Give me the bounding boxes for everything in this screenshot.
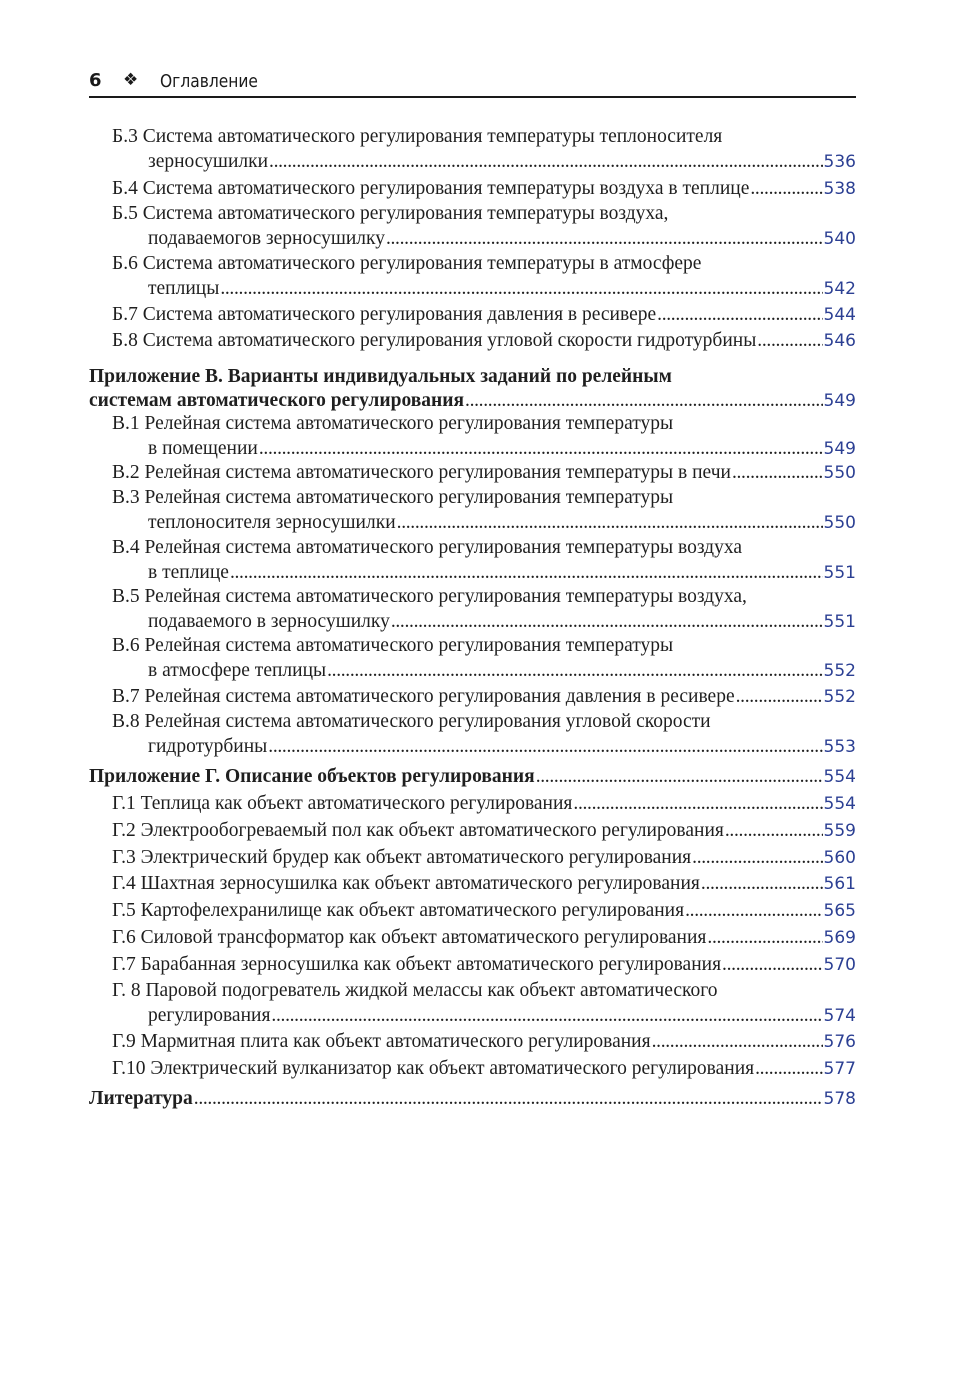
dot-leader — [194, 1086, 823, 1111]
dot-leader — [692, 845, 822, 870]
toc-entry-title: регулирования — [148, 1005, 271, 1026]
toc-entry-title: Г.10 Электрический вулканизатор как объект автоматического регулирования — [112, 1058, 755, 1079]
toc-entry-title: В.8 Релейная система автоматического регулирования угловой скорости — [112, 711, 711, 732]
dot-leader — [268, 734, 822, 759]
toc-entry-title: Г.5 Картофелехранилище как объект автоматического регулирования — [112, 900, 685, 921]
toc-entry-title: В.3 Релейная система автоматического регулирования температуры — [112, 487, 674, 508]
dot-leader — [397, 510, 823, 535]
toc-page-number[interactable]: 554 — [823, 794, 856, 814]
dot-leader — [259, 436, 823, 461]
toc-page-number[interactable]: 540 — [823, 229, 856, 249]
dot-leader — [327, 658, 822, 683]
toc-entry-title: подаваемогов зерносушилку — [148, 228, 385, 249]
dot-leader — [386, 226, 823, 251]
running-header — [89, 70, 856, 98]
dot-leader — [220, 276, 822, 301]
dot-leader — [685, 898, 822, 923]
toc-entry-title: Г.6 Силовой трансформатор как объект автоматического регулирования — [112, 927, 707, 948]
toc-entry-title: Приложение В. Варианты индивидуальных заданий по релейным — [89, 366, 672, 387]
dot-leader — [757, 328, 822, 353]
toc-page-number[interactable]: 570 — [823, 955, 856, 975]
toc-entry-title: Г. 8 Паровой подогреватель жидкой мелассы как объект автоматического — [112, 980, 718, 1001]
toc-page-number[interactable]: 550 — [823, 463, 856, 483]
toc-page-number[interactable]: 538 — [823, 179, 856, 199]
dot-leader — [701, 871, 823, 896]
toc-entry-title: теплицы — [148, 278, 220, 299]
toc-page-number[interactable]: 550 — [823, 513, 856, 533]
toc-entry-title: В.5 Релейная система автоматического регулирования температуры воздуха, — [112, 586, 747, 607]
toc-entry-title: В.4 Релейная система автоматического регулирования температуры воздуха — [112, 537, 742, 558]
toc-page-number[interactable]: 549 — [823, 391, 856, 411]
dot-leader — [230, 560, 823, 585]
toc-entry-title: Г.7 Барабанная зерносушилка как объект автоматического регулирования — [112, 954, 722, 975]
toc-entry-title: гидротурбины — [148, 736, 268, 757]
toc-entry-title: подаваемого в зерносушилку — [148, 611, 390, 632]
toc-page-number[interactable]: 569 — [823, 928, 856, 948]
toc-page-number[interactable]: 565 — [823, 901, 856, 921]
header-title: Оглавление — [160, 71, 258, 92]
dot-leader — [269, 149, 823, 174]
toc-page-number[interactable]: 559 — [823, 821, 856, 841]
toc-entry-title: В.1 Релейная система автоматического регулирования температуры — [112, 413, 674, 434]
toc-entry-title: Г.1 Теплица как объект автоматического регулирования — [112, 793, 573, 814]
toc-page-number[interactable]: 577 — [823, 1059, 856, 1079]
toc-page-number[interactable]: 578 — [823, 1089, 856, 1109]
dot-leader — [732, 460, 823, 485]
toc-entry-title: В.7 Релейная система автоматического регулирования давления в ресивере — [112, 686, 735, 707]
toc-page-number[interactable]: 551 — [823, 612, 856, 632]
toc-page-number[interactable]: 551 — [823, 563, 856, 583]
toc-entry-title: Г.3 Электрический брудер как объект автоматического регулирования — [112, 847, 692, 868]
toc-page-number[interactable]: 553 — [823, 737, 856, 757]
toc-entry-title: теплоносителя зерносушилки — [148, 512, 396, 533]
dot-leader — [755, 1056, 822, 1081]
toc-entry-title: В.6 Релейная система автоматического регулирования температуры — [112, 635, 674, 656]
dot-leader — [722, 952, 823, 977]
dot-leader — [725, 818, 823, 843]
toc-page-number[interactable]: 560 — [823, 848, 856, 868]
toc-entry-title: зерносушилки — [148, 151, 269, 172]
toc-entry-title: в атмосфере теплицы — [148, 660, 327, 681]
toc-entry-title: Приложение Г. Описание объектов регулирования — [89, 766, 535, 787]
dot-leader — [573, 791, 822, 816]
toc-page-number[interactable]: 554 — [823, 767, 856, 787]
toc-page-number[interactable]: 549 — [823, 439, 856, 459]
toc-entry-title: Б.3 Система автоматического регулирования температуры теплоносителя — [112, 126, 723, 147]
ornament-icon: ❖ — [123, 70, 139, 90]
toc-page-number[interactable]: 536 — [823, 152, 856, 172]
dot-leader — [536, 764, 823, 789]
toc-entry-title: Б.5 Система автоматического регулирования температуры воздуха, — [112, 203, 669, 224]
dot-leader — [652, 1029, 823, 1054]
toc-entry-title: Литература — [89, 1088, 193, 1109]
toc-entry-title: Б.8 Система автоматического регулирования угловой скорости гидротурбины — [112, 330, 757, 351]
toc-entry-title: в помещении — [148, 438, 258, 459]
toc-entry-title: В.2 Релейная система автоматического регулирования температуры в печи — [112, 462, 731, 483]
toc-page-number[interactable]: 546 — [823, 331, 856, 351]
toc-page-number[interactable]: 552 — [823, 687, 856, 707]
toc-entry-title: Г.4 Шахтная зерносушилка как объект автоматического регулирования — [112, 873, 700, 894]
dot-leader — [657, 302, 822, 327]
dot-leader — [736, 684, 823, 709]
toc-entry-title: в теплице — [148, 562, 229, 583]
dot-leader — [465, 388, 823, 413]
toc-entry-title: Б.7 Система автоматического регулирования давления в ресивере — [112, 304, 657, 325]
page-number: 6 — [89, 70, 102, 91]
toc-entry-title: системам автоматического регулирования — [89, 390, 465, 411]
toc-page-number[interactable]: 544 — [823, 305, 856, 325]
dot-leader — [750, 176, 822, 201]
dot-leader — [707, 925, 822, 950]
toc-page-number[interactable]: 552 — [823, 661, 856, 681]
toc-page-number[interactable]: 542 — [823, 279, 856, 299]
toc-entry-title: Г.9 Мармитная плита как объект автоматического регулирования — [112, 1031, 651, 1052]
toc-entry-title: Б.4 Система автоматического регулирования температуры воздуха в теплице — [112, 178, 750, 199]
toc-page-number[interactable]: 576 — [823, 1032, 856, 1052]
toc-page-number[interactable]: 561 — [823, 874, 856, 894]
dot-leader — [271, 1003, 822, 1028]
toc-entry-title: Г.2 Электрообогреваемый пол как объект автоматического регулирования — [112, 820, 724, 841]
toc-entry-title: Б.6 Система автоматического регулирования температуры в атмосфере — [112, 253, 702, 274]
toc-page-number[interactable]: 574 — [823, 1006, 856, 1026]
dot-leader — [391, 609, 823, 634]
